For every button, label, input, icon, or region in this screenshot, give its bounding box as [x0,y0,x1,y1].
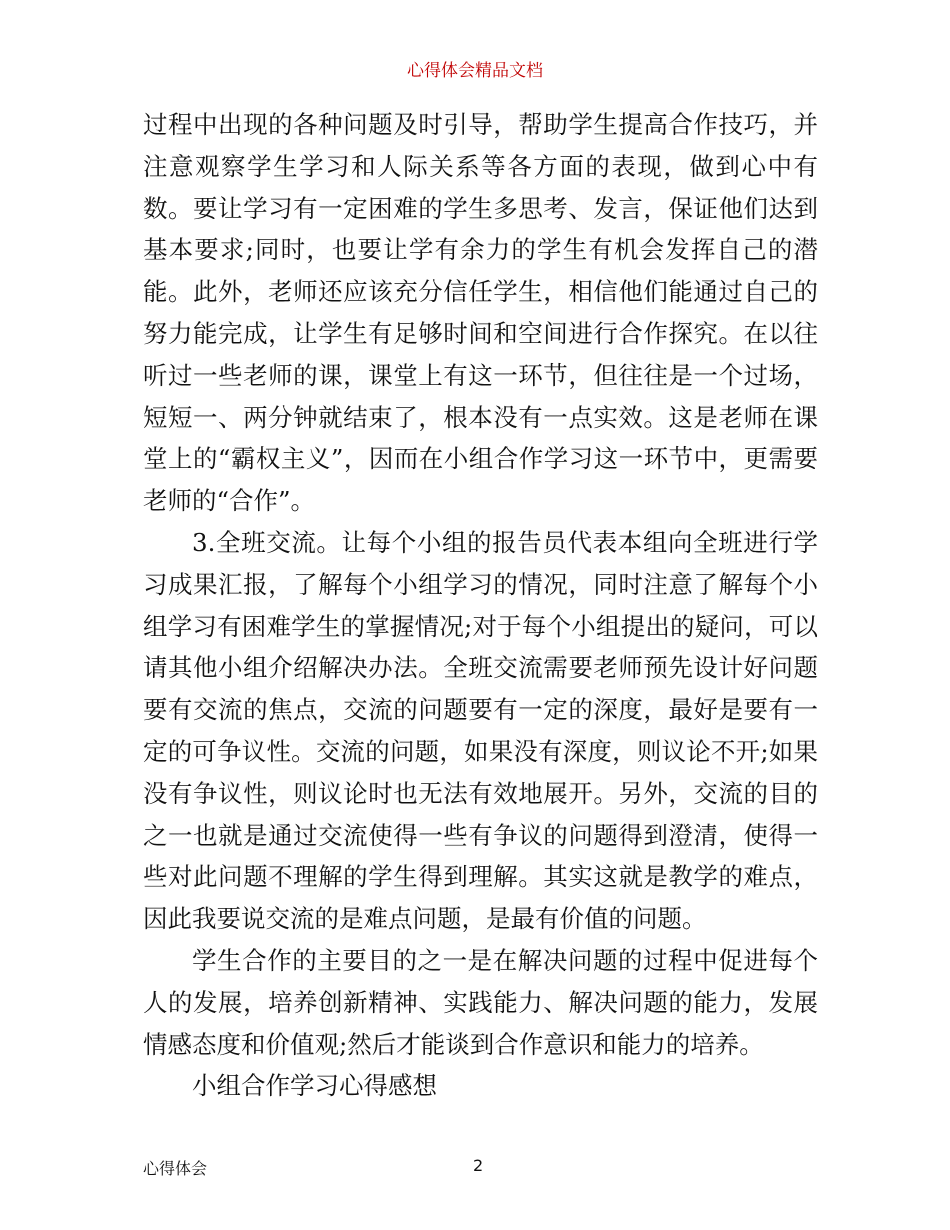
paragraph-class-exchange: 3.全班交流。让每个小组的报告员代表本组向全班进行学习成果汇报，了解每个小组学习的情况，同时注意了解每个小组学习有困难学生的掌握情况;对于每个小组提出的疑问，可以请其他小组介绍解决办法。全班交流需要老师预先设计好问题要有交流的焦点，交流的问题要有一定的深度，最好是要有一定的可争议性。交流的问题，如果没有深度，则议论不开;如果没有争议性，则议论时也无法有效地展开。另外，交流的目的之一也就是通过交流使得一些有争议的问题得到澄清，使得一些对此问题不理解的学生得到理解。其实这就是教学的难点，因此我要说交流的是难点问题，是最有价值的问题。 [143,527,818,934]
footer-label: 心得体会 [143,1159,208,1178]
paragraph-continuation: 过程中出现的各种问题及时引导，帮助学生提高合作技巧，并注意观察学生学习和人际关系等各方面的表现，做到心中有数。要让学习有一定困难的学生多思考、发言，保证他们达到基本要求;同时，也要让学有余力的学生有机会发挥自己的潜能。此外，老师还应该充分信任学生，相信他们能通过自己的努力能完成，让学生有足够时间和空间进行合作探究。在以往听过一些老师的课，课堂上有这一环节，但往往是一个过场，短短一、两分钟就结束了，根本没有一点实效。这是老师在课堂上的“霸权主义”，因而在小组合作学习这一环节中，更需要老师的“合作”。 [143,110,818,516]
paragraph-cooperation-purpose: 学生合作的主要目的之一是在解决问题的过程中促进每个人的发展，培养创新精神、实践能力、解决问题的能力，发展情感态度和价值观;然后才能谈到合作意识和能力的培养。 [143,945,818,1059]
document-body [143,104,818,1107]
section-heading: 小组合作学习心得感想 [192,1071,437,1101]
page-header-title: 心得体会精品文档 [407,61,543,81]
page-number: 2 [473,1156,484,1175]
